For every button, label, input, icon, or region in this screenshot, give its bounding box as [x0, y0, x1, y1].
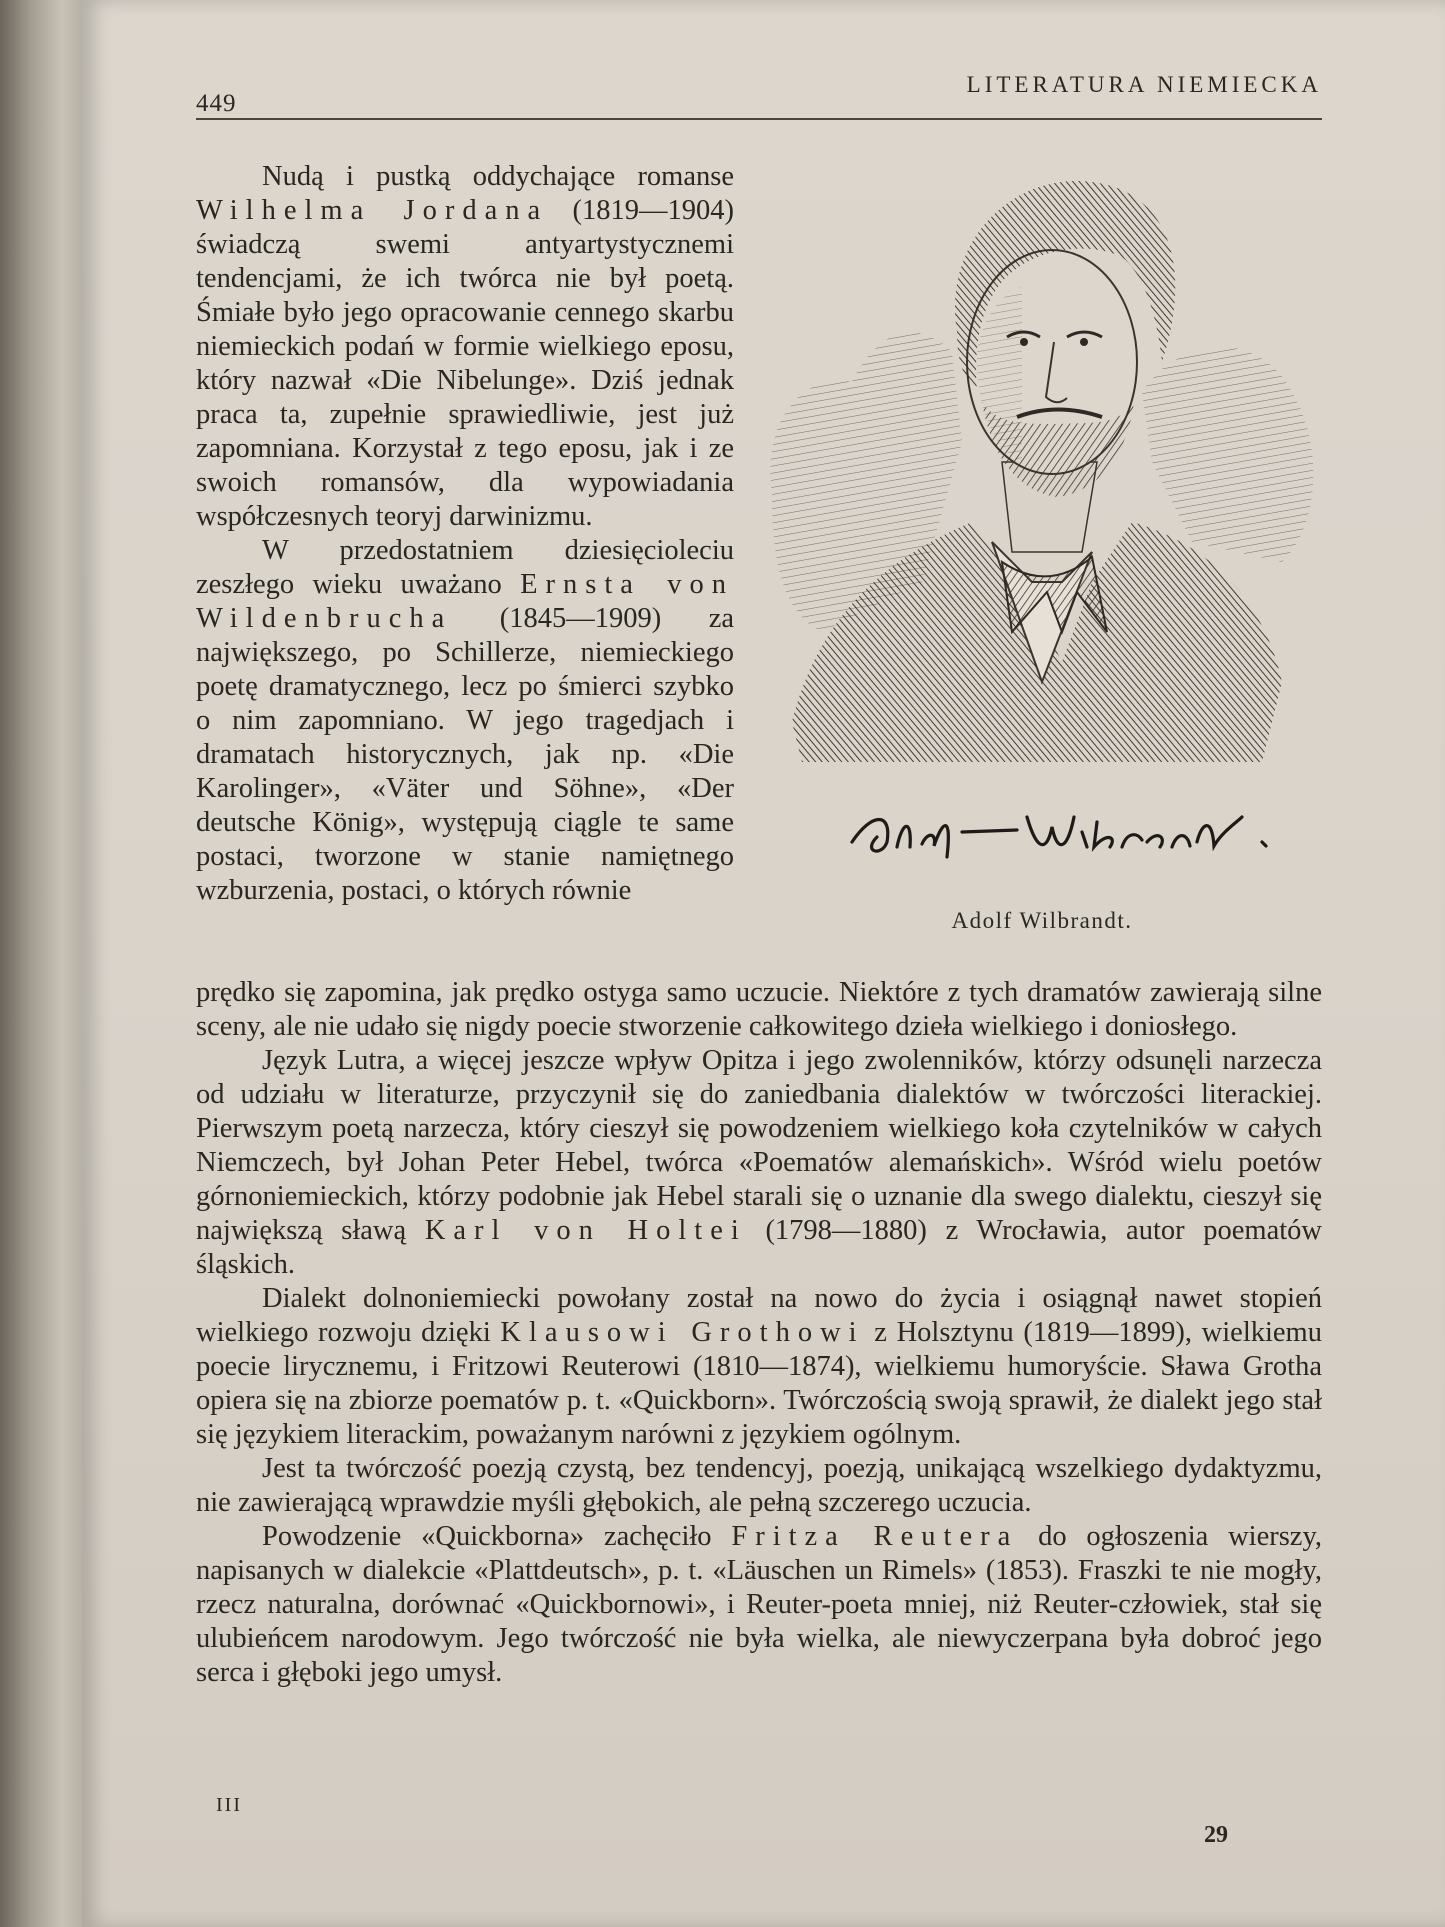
page-header — [196, 64, 1322, 120]
author-name-groth: Klausowi Grothowi — [500, 1317, 865, 1348]
author-signature — [842, 802, 1282, 862]
author-name-wildenbruch: Ernsta von Wildenbrucha — [196, 569, 734, 634]
book-spine — [0, 0, 88, 1927]
author-name-holtei: Karl von Holtei — [424, 1215, 747, 1246]
paragraph-wildenbruch-continued: prędko się zapomina, jak prędko ostyga samo uczucie. Niektóre z tych dramatów zawierają silne sceny, ale nie udało się nigdy poecie stworzenie całkowitego dzieła wielkiego i doniosłego. — [196, 977, 1322, 1042]
engraved-portrait — [762, 162, 1322, 802]
portrait-figure — [762, 162, 1322, 942]
figure-caption: Adolf Wilbrandt. — [951, 908, 1133, 933]
paragraph-groth: Dialekt dolnoniemiecki powołany został na nowo do życia i osiągnął nawet stopień wielkiego rozwoju dzięki Klausowi Grothowi z Holsztynu (1819—1899), wielkiemu poecie lirycznemu, i Fritzowi Reuterowi (1810—1874), wielkiemu humoryście. Sława Grotha opiera się na zbiorze poematów p. t. «Quickborn». Twórczością swoją sprawił, że dialekt jego stał się językiem literackim, poważanym narówni z językiem ogólnym. — [196, 1283, 1322, 1450]
left-column-text — [196, 160, 734, 908]
author-name-jordan: Wilhelma Jordana — [196, 195, 549, 226]
paragraph-poetry: Jest ta twórczość poezją czystą, bez tendencyj, poezją, unikającą wszelkiego dydaktyzmu, nie zawierającą wprawdzie myśli głębokich, ale pełną szczerego uczucia. — [196, 1453, 1322, 1518]
author-name-reuter: Fritza Reutera — [731, 1521, 1019, 1552]
paragraph-dialects: Język Lutra, a więcej jeszcze wpływ Opitza i jego zwolenników, którzy odsunęli narzecza od udziału w literaturze, przyczynił się do zaniedbania dialektów w twórczości literackiej. Pierwszym poetą narzecza, który cieszył się powodzeniem wielkiego koła czytelników w całych Niemczech, był Johan Peter Hebel, twórca «Poematów alemańskich». Wśród wielu poetów górnoniemieckich, którzy podobnie jak Hebel starali się o uznanie dla swego dialektu, cieszył się największą sławą Karl von Holtei (1798—1880) z Wrocławia, autor poematów śląskich. — [196, 1045, 1322, 1280]
running-title: LITERATURA NIEMIECKA — [966, 72, 1322, 97]
sheet-number: 29 — [1204, 1822, 1228, 1848]
paragraph-jordan: Nudą i pustką oddychające romanse Wilhelma Jordana (1819—1904) świadczą swemi antyartystycznemi tendencjami, że ich twórca nie był poetą. Śmiałe było jego opracowanie cennego skarbu niemieckich podań w formie wielkiego eposu, który nazwał «Die Nibelunge». Dziś jednak praca ta, zupełnie sprawiedliwie, jest już zapomniana. Korzystał z tego eposu, jak i ze swoich romansów, dla wypowiadania współczesnych teoryj darwinizmu. — [196, 161, 734, 532]
paragraph-reuter: Powodzenie «Quickborna» zachęciło Fritza Reutera do ogłoszenia wierszy, napisanych w dialekcie «Plattdeutsch», p. t. «Läuschen un Rimels» (1853). Fraszki te nie mogły, rzecz naturalna, dorównać «Quickbornowi», i Reuter-poeta mniej, niż Reuter-człowiek, stał się ulubieńcem narodowym. Jego twórczość nie była wielka, ale niewyczerpana była dobroć jego serca i głęboki jego umysł. — [196, 1521, 1322, 1688]
paragraph-wildenbruch: W przedostatniem dziesięcioleciu zeszłego wieku uważano Ernsta von Wildenbrucha (1845—1909) za największego, po Schillerze, niemieckiego poetę dramatycznego, lecz po śmierci szybko o nim zapomniano. W jego tragedjach i dramatach historycznych, jak np. «Die Karolinger», «Väter und Söhne», «Der deutsche König», występują ciągle te same postaci, tworzone w stanie namiętnego wzburzenia, postaci, o których równie — [196, 535, 734, 906]
signature-mark: III — [216, 1794, 242, 1816]
page-number: 449 — [196, 90, 237, 117]
full-width-text — [196, 976, 1322, 1690]
